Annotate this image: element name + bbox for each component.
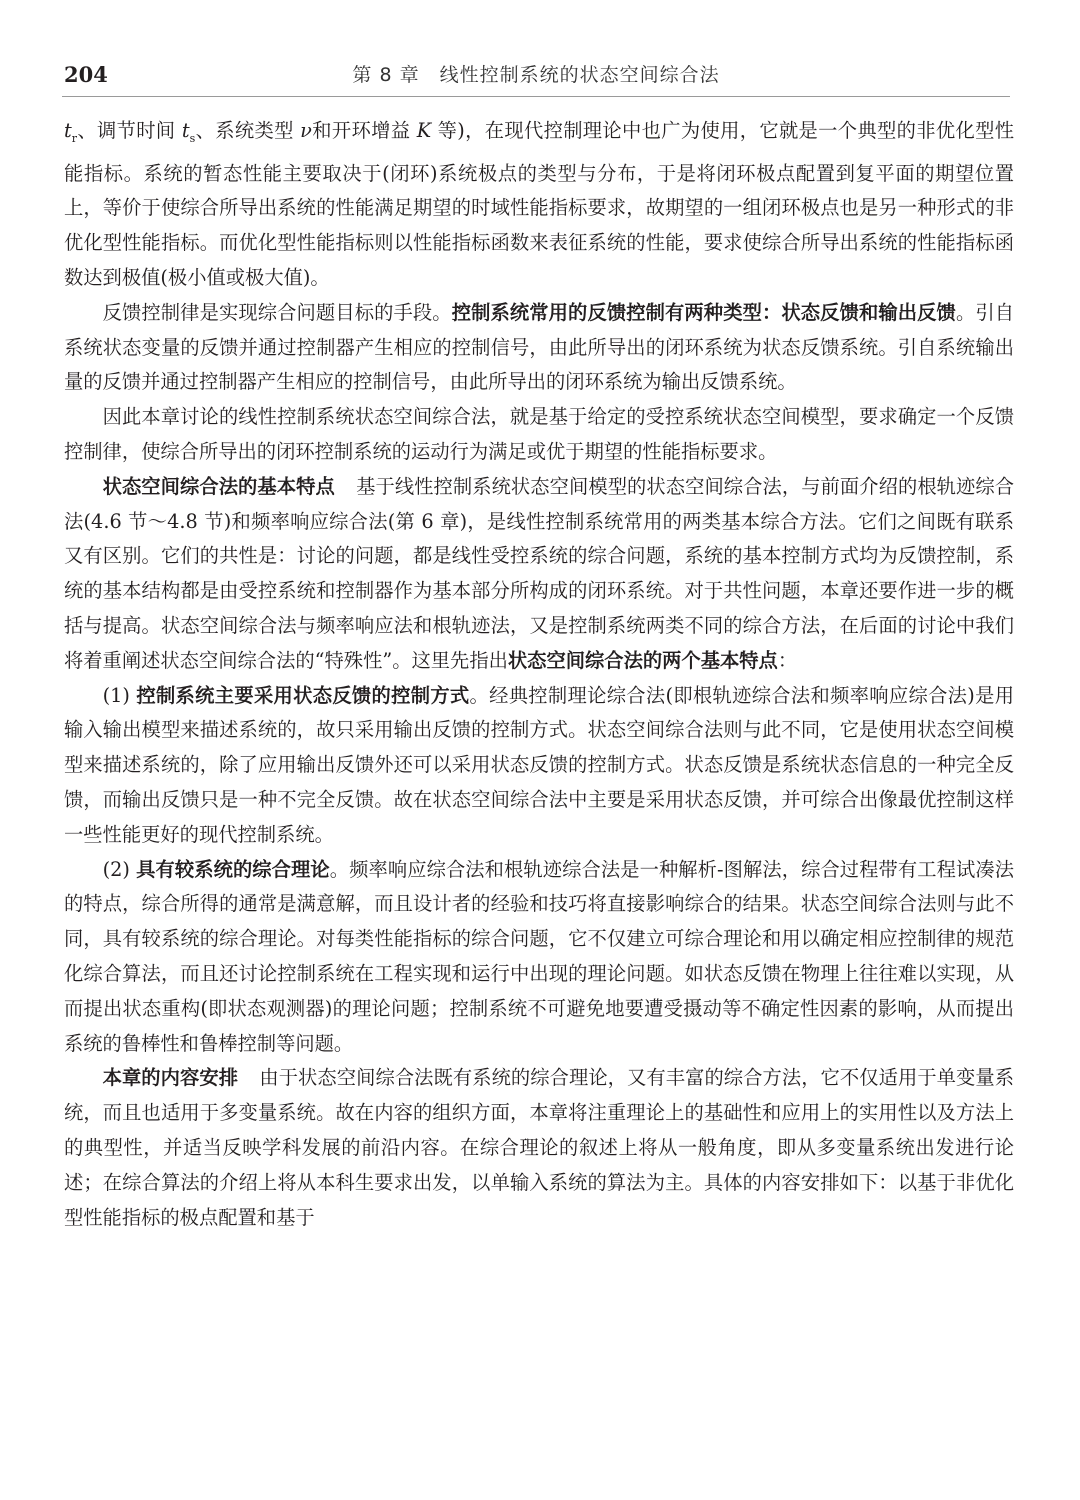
page-body [64, 114, 1014, 1235]
symbol-settling-time: t [181, 119, 190, 142]
paragraph-2 [64, 296, 1014, 400]
paragraph-1 [64, 114, 1014, 296]
paragraph-1-text-a: 、调节时间 [77, 119, 182, 142]
item-number-2: (2) [102, 857, 137, 881]
paragraph-4-end: ： [777, 648, 798, 672]
paragraph-6 [64, 853, 1014, 1062]
subscript-r: r [71, 131, 78, 145]
paragraph-7 [64, 1061, 1014, 1235]
paragraph-1-text-d: 等)，在现代控制理论中也广为使用，它就是一个典型的非优化型性能指标。系统的暂态性能主要取决于(闭环)系统极点的类型与分布，于是将闭环极点配置到复平面的期望位置上，等价于使综合所导出系统的性能满足期望的时域性能指标要求，故期望的一组闭环极点也是另一种形式的非优化型性能指标。而优化型性能指标则以性能指标函数来表征系统的性能，要求使综合所导出系统的性能指标函数达到极值(极小值或极大值)。 [64, 119, 1014, 290]
symbol-rise-time: t [64, 119, 72, 142]
paragraph-5 [64, 679, 1014, 853]
paragraph-4-text-a: 基于线性控制系统状态空间模型的状态空间综合法，与前面介绍的根轨迹综合法(4.6 节～4.8 节)和频率响应综合法(第 6 章)，是线性控制系统常用的两类基本综合方法。它们之间既有联系又有区别。它们的共性是：讨论的问题，都是线性受控系统的综合问题，系统的基本控制方式均为反馈控制，系统的基本结构都是由受控系统和控制器作为基本部分所构成的闭环系统。对于共性问题，本章还要作进一步的概括与提高。状态空间综合法与频率响应法和根轨迹法，又是控制系统两类不同的综合方法，在后面的讨论中我们将着重阐述状态空间综合法的“特殊性”。这里先指出 [64, 474, 1015, 672]
paragraph-1-text-b: 、系统类型 [195, 119, 301, 142]
section-heading-basic-features: 状态空间综合法的基本特点 [102, 474, 335, 498]
paragraph-2-emphasis: 控制系统常用的反馈控制有两种类型：状态反馈和输出反馈 [451, 300, 956, 324]
paragraph-2-text-b: 。引自系统状态变量的反馈并通过控制器产生相应的控制信号，由此所导出的闭环系统为状态反馈系统。引自系统输出量的反馈并通过控制器产生相应的控制信号，由此所导出的闭环系统为输出反馈系统。 [64, 300, 1015, 394]
paragraph-6-text: 。频率响应综合法和根轨迹综合法是一种解析-图解法，综合过程带有工程试凑法的特点，综合所得的通常是满意解，而且设计者的经验和技巧将直接影响综合的结果。状态空间综合法则与此不同，具有较系统的综合理论。对每类性能指标的综合问题，它不仅建立可综合理论和用以确定相应控制律的规范化综合算法，而且还讨论控制系统在工程实现和运行中出现的理论问题。如状态反馈在物理上往往难以实现，从而提出状态重构(即状态观测器)的理论问题；控制系统不可避免地要遭受摄动等不确定性因素的影响，从而提出系统的鲁棒性和鲁棒控制等问题。 [64, 857, 1014, 1055]
paragraph-3: 因此本章讨论的线性控制系统状态空间综合法，就是基于给定的受控系统状态空间模型，要求确定一个反馈控制律，使综合所导出的闭环控制系统的运动行为满足或优于期望的性能指标要求。 [64, 405, 1014, 464]
running-title: 第 8 章 线性控制系统的状态空间综合法 [352, 64, 720, 86]
page-number: 204 [64, 62, 108, 87]
page-header [62, 58, 1010, 97]
item-1-emphasis: 控制系统主要采用状态反馈的控制方式 [136, 683, 470, 707]
symbol-system-type: ν [300, 119, 312, 142]
paragraph-4 [64, 470, 1014, 679]
item-number-1: (1) [102, 683, 137, 707]
item-2-emphasis: 具有较系统的综合理论 [136, 857, 330, 881]
paragraph-5-text: 。经典控制理论综合法(即根轨迹综合法和频率响应综合法)是用输入输出模型来描述系统的，故只采用输出反馈的控制方式。状态空间综合法则与此不同，它是使用状态空间模型来描述系统的，除了应用输出反馈外还可以采用状态反馈的控制方式。状态反馈是系统状态信息的一种完全反馈，而输出反馈只是一种不完全反馈。故在状态空间综合法中主要是采用状态反馈，并可综合出像最优控制这样一些性能更好的现代控制系统。 [64, 683, 1014, 846]
paragraph-7-text: 由于状态空间综合法既有系统的综合理论，又有丰富的综合方法，它不仅适用于单变量系统，而且也适用于多变量系统。故在内容的组织方面，本章将注重理论上的基础性和应用上的实用性以及方法上的典型性，并适当反映学科发展的前沿内容。在综合理论的叙述上将从一般角度，即从多变量系统出发进行论述；在综合算法的介绍上将从本科生要求出发，以单输入系统的算法为主。具体的内容安排如下：以基于非优化型性能指标的极点配置和基于 [64, 1066, 1015, 1229]
paragraph-2-text-a: 反馈控制律是实现综合问题目标的手段。 [102, 300, 452, 324]
subscript-s: s [189, 131, 196, 145]
section-heading-content-arrangement: 本章的内容安排 [102, 1066, 239, 1090]
paragraph-1-text-c: 和开环增益 [311, 119, 417, 142]
paragraph-4-emphasis: 状态空间综合法的两个基本特点 [507, 648, 778, 672]
symbol-gain: K [416, 119, 432, 142]
